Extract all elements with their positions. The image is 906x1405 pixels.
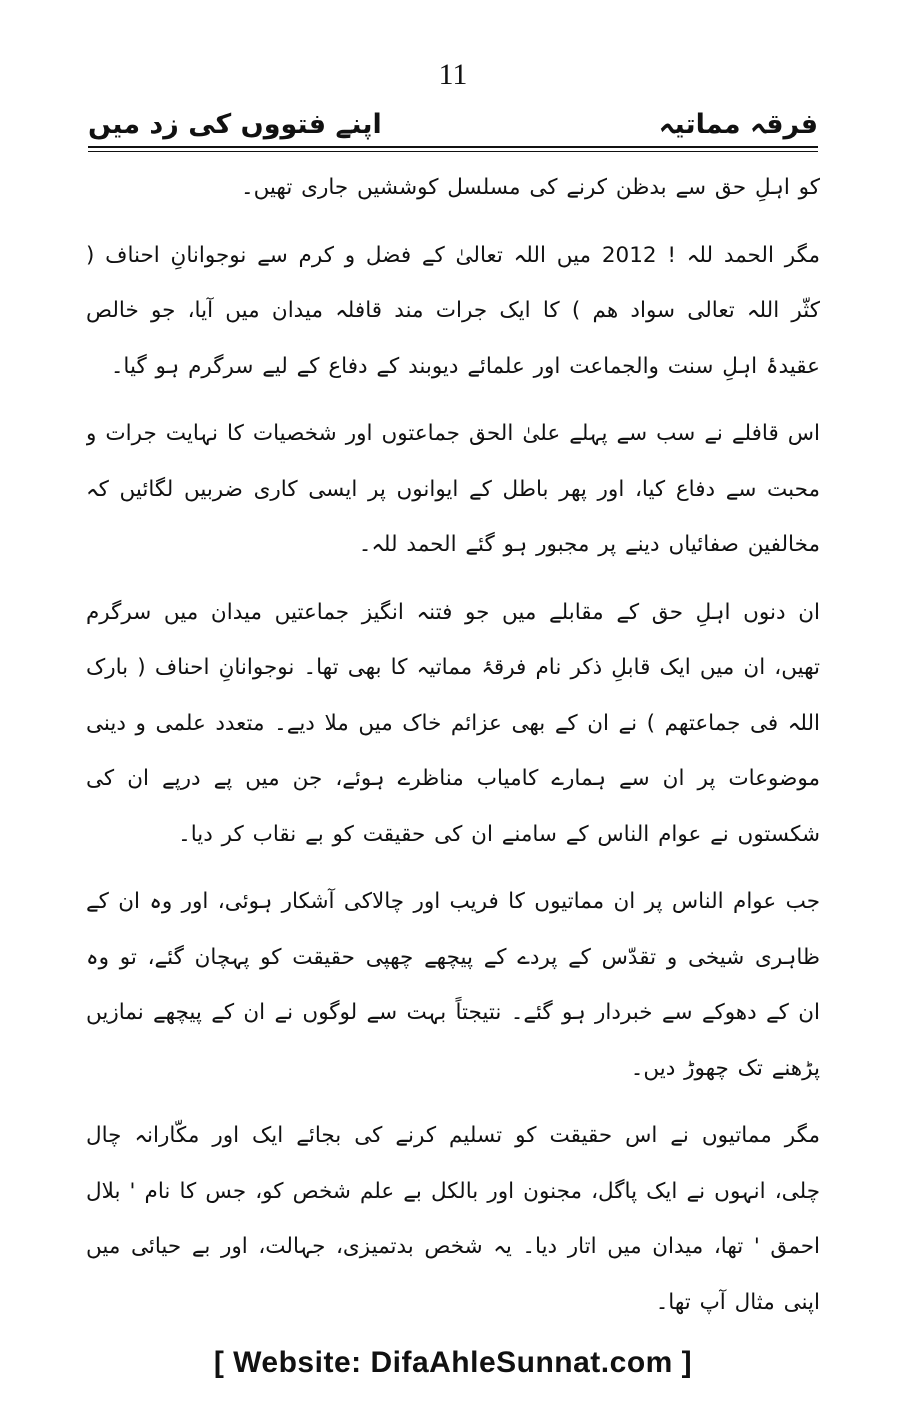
page-body xyxy=(86,160,820,1345)
running-header xyxy=(88,100,818,140)
paragraph: اس قافلے نے سب سے پہلے علیٰ الحق جماعتوں اور شخصیات کا نہایت جرات و محبت سے دفاع کیا، اور پھر باطل کے ایوانوں پر ایسی کاری ضربیں لگائیں کہ مخالفین صفائیاں دینے پر مجبور ہو گئے الحمد للہ۔ xyxy=(86,421,820,557)
paragraph: جب عوام الناس پر ان مماتیوں کا فریب اور چالاکی آشکار ہوئی، اور وہ ان کے ظاہری شیخی و تقدّس کے پردے کے پیچھے چھپی حقیقت کو پہچان گئے، تو وہ ان کے دھوکے سے خبردار ہو گئے۔ نتیجتاً بہت سے لوگوں نے ان کے پیچھے نمازیں پڑھنے تک چھوڑ دیں۔ xyxy=(86,889,820,1081)
paragraph: کو اہلِ حق سے بدظن کرنے کی مسلسل کوششیں جاری تھیں۔ xyxy=(240,175,820,200)
header-rule-thin xyxy=(88,151,818,152)
website-footer: [ Website: DifaAhleSunnat.com ] xyxy=(213,1346,693,1379)
page-number: 11 xyxy=(438,58,468,91)
paragraph: ان دنوں اہلِ حق کے مقابلے میں جو فتنہ انگیز جماعتیں میدان میں سرگرم تھیں، ان میں ایک قابلِ ذکر نام فرقۂ مماتیہ کا بھی تھا۔ نوجوانانِ احناف ( بارک اللہ فی جماعتھم ) نے ان کے بھی عزائم خاک میں ملا دیے۔ متعدد علمی و دینی موضوعات پر ان سے ہمارے کامیاب مناظرے ہوئے، جن میں پے درپے ان کی شکستوں نے عوام الناس کے سامنے ان کی حقیقت کو بے نقاب کر دیا۔ xyxy=(86,599,820,847)
paragraph: مگر مماتیوں نے اس حقیقت کو تسلیم کرنے کی بجائے ایک اور مکّارانہ چال چلی، انہوں نے ایک پاگل، مجنون اور بالکل بے علم شخص کو، جس کا نام ' بلال احمق ' تھا، میدان میں اتار دیا۔ یہ شخص بدتمیزی، جہالت، اور بے حیائی میں اپنی مثال آپ تھا۔ xyxy=(86,1123,820,1315)
book-title: فرقہ مماتیہ xyxy=(658,109,818,140)
header-rule xyxy=(88,146,818,148)
paragraph xyxy=(86,1342,820,1345)
paragraph: مگر الحمد للہ ! 2012 میں اللہ تعالیٰ کے فضل و کرم سے نوجوانانِ احناف ( کثّر اللہ تعالی سواد ھم ) کا ایک جرات مند قافلہ میدان میں آیا، جو خالص عقیدۂ اہلِ سنت والجماعت اور علمائے دیوبند کے دفاع کے لیے سرگرم ہو گیا۔ xyxy=(86,242,820,379)
book-subtitle: اپنے فتووں کی زد میں xyxy=(88,109,382,140)
